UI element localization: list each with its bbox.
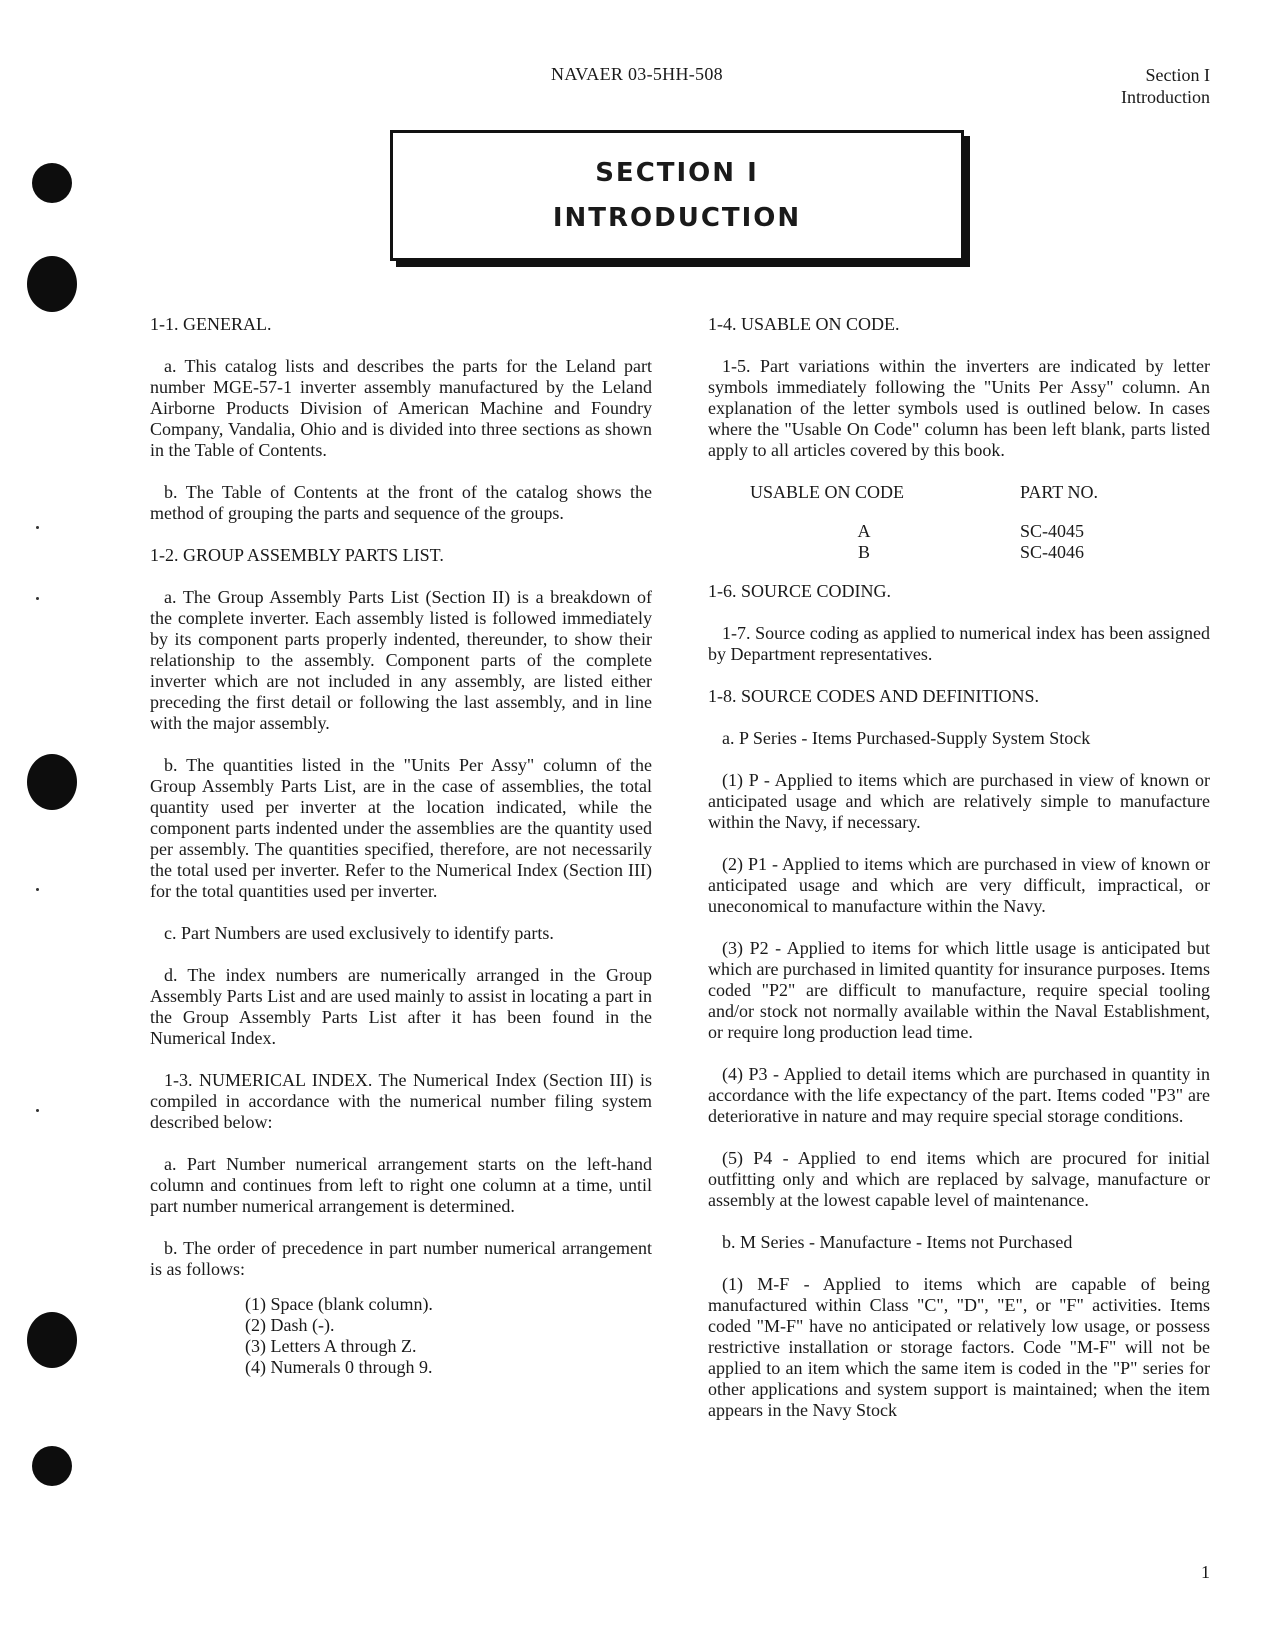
paragraph: (2) P1 - Applied to items which are purchased in view of known or anticipated usage and which are very difficult, impractical, or uneconomical to manufacture within the Navy. — [708, 854, 1210, 916]
paragraph: b. The Table of Contents at the front of the catalog shows the method of grouping the parts and sequence of the groups. — [150, 482, 652, 523]
scan-speck — [36, 1109, 39, 1112]
running-header-title: Introduction — [1121, 87, 1210, 107]
table-header-row — [708, 482, 1210, 521]
right-column — [708, 314, 1210, 1442]
paragraph: (4) P3 - Applied to detail items which are purchased in quantity in accordance with the life expectancy of the part. Items coded "P3" are deteriorative in nature and may require special storage conditions. — [708, 1064, 1210, 1126]
paragraph: b. M Series - Manufacture - Items not Purchased — [722, 1232, 1073, 1252]
paragraph: a. The Group Assembly Parts List (Section II) is a breakdown of the complete inverter. Each assembly listed is followed immediately by its component parts properly indented, thereunder, to show their relationship to the assembly. Component parts of the complete inverter which are not included in any assembly, are listed either preceding the first detail or following the last assembly, and in line with the major assembly. — [150, 587, 652, 733]
paragraph: 1-7. Source coding as applied to numerical index has been assigned by Department representatives. — [708, 623, 1210, 664]
paragraph: c. Part Numbers are used exclusively to identify parts. — [164, 923, 554, 943]
scan-speck — [36, 597, 39, 600]
paragraph: (1) M-F - Applied to items which are capable of being manufactured within Class "C", "D", "E", or "F" activities. Items coded "M-F" have no anticipated or relatively low usage, or possess restrictive installation or storage factors. Code "M-F" will not be applied to an item which the same item is coded in the "P" series for other applications and system support is maintained; when the item appears in the Navy Stock — [708, 1274, 1210, 1420]
paragraph: (3) P2 - Applied to items for which little usage is anticipated but which are purchased in limited quantity for insurance purposes. Items coded "P2" are difficult to manufacture, require special tooling and/or stock not normally available within the Naval Establishment, or require long production lead time. — [708, 938, 1210, 1042]
binder-hole — [27, 754, 77, 810]
scan-speck — [36, 526, 39, 529]
binder-hole — [32, 1446, 72, 1486]
paragraph: b. The quantities listed in the "Units Per Assy" column of the Group Assembly Parts List, are in the case of assemblies, the total quantity used per inverter at the location indicated, while the component parts indented under the assemblies are the quantity used per assembly. The quantities specified, therefore, are not necessarily the total used per inverter. Refer to the Numerical Index (Section III) for the total quantities used per inverter. — [150, 755, 652, 901]
usable-on-code-table — [708, 482, 1210, 563]
binder-hole — [32, 163, 72, 203]
section-title-line2: INTRODUCTION — [552, 202, 802, 233]
paragraph: 1-5. Part variations within the inverters are indicated by letter symbols immediately following the "Units Per Assy" column. An explanation of the letter symbols used is outlined below. In cases where the "Usable On Code" column has been left blank, parts listed apply to all articles covered by this book. — [708, 356, 1210, 460]
paragraph: (1) P - Applied to items which are purchased in view of known or anticipated usage and which are relatively simple to manufacture within the Navy, if necessary. — [708, 770, 1210, 832]
running-header-section: Section I — [1145, 65, 1210, 85]
list-item: (1) Space (blank column). — [245, 1294, 433, 1314]
table-cell: B — [857, 542, 870, 562]
list-item: (2) Dash (-). — [245, 1315, 335, 1335]
document-number: NAVAER 03-5HH-508 — [551, 64, 723, 84]
left-column — [150, 314, 652, 1378]
section-title-box — [390, 130, 964, 261]
column-header: USABLE ON CODE — [750, 482, 905, 502]
binder-hole — [27, 256, 77, 312]
scan-speck — [36, 888, 39, 891]
page-number: 1 — [1201, 1562, 1210, 1582]
column-header: PART NO. — [1020, 482, 1098, 502]
heading-source-coding: 1-6. SOURCE CODING. — [708, 581, 892, 601]
table-row — [708, 542, 1210, 563]
list-item: (3) Letters A through Z. — [245, 1336, 417, 1356]
table-cell: SC-4045 — [1020, 521, 1085, 541]
paragraph: a. Part Number numerical arrangement starts on the left-hand column and continues from left to right one column at a time, until part number numerical arrangement is determined. — [150, 1154, 652, 1216]
precedence-list — [245, 1294, 652, 1378]
heading-general: 1-1. GENERAL. — [150, 314, 272, 334]
section-title-line1: SECTION I — [595, 157, 759, 188]
list-item: (4) Numerals 0 through 9. — [245, 1357, 433, 1377]
paragraph-numerical-index: 1-3. NUMERICAL INDEX. The Numerical Index (Section III) is compiled in accordance with the numerical number filing system described below: — [150, 1070, 652, 1132]
running-header — [1121, 64, 1210, 108]
paragraph: a. This catalog lists and describes the parts for the Leland part number MGE-57-1 inverter assembly manufactured by the Leland Airborne Products Division of American Machine and Foundry Company, Vandalia, Ohio and is divided into three sections as shown in the Table of Contents. — [150, 356, 652, 460]
paragraph: a. P Series - Items Purchased-Supply System Stock — [722, 728, 1091, 748]
table-cell: SC-4046 — [1020, 542, 1085, 562]
binder-hole — [27, 1312, 77, 1368]
heading-group-assembly: 1-2. GROUP ASSEMBLY PARTS LIST. — [150, 545, 444, 565]
paragraph: b. The order of precedence in part number numerical arrangement is as follows: — [150, 1238, 652, 1279]
table-row — [708, 521, 1210, 542]
table-cell: A — [857, 521, 871, 541]
heading-source-codes: 1-8. SOURCE CODES AND DEFINITIONS. — [708, 686, 1040, 706]
paragraph: (5) P4 - Applied to end items which are procured for initial outfitting only and which are replaced by salvage, manufacture or assembly at the lowest capable level of maintenance. — [708, 1148, 1210, 1210]
paragraph: d. The index numbers are numerically arranged in the Group Assembly Parts List and are used mainly to assist in locating a part in the Group Assembly Parts List after it has been found in the Numerical Index. — [150, 965, 652, 1048]
heading-usable-on-code: 1-4. USABLE ON CODE. — [708, 314, 900, 334]
